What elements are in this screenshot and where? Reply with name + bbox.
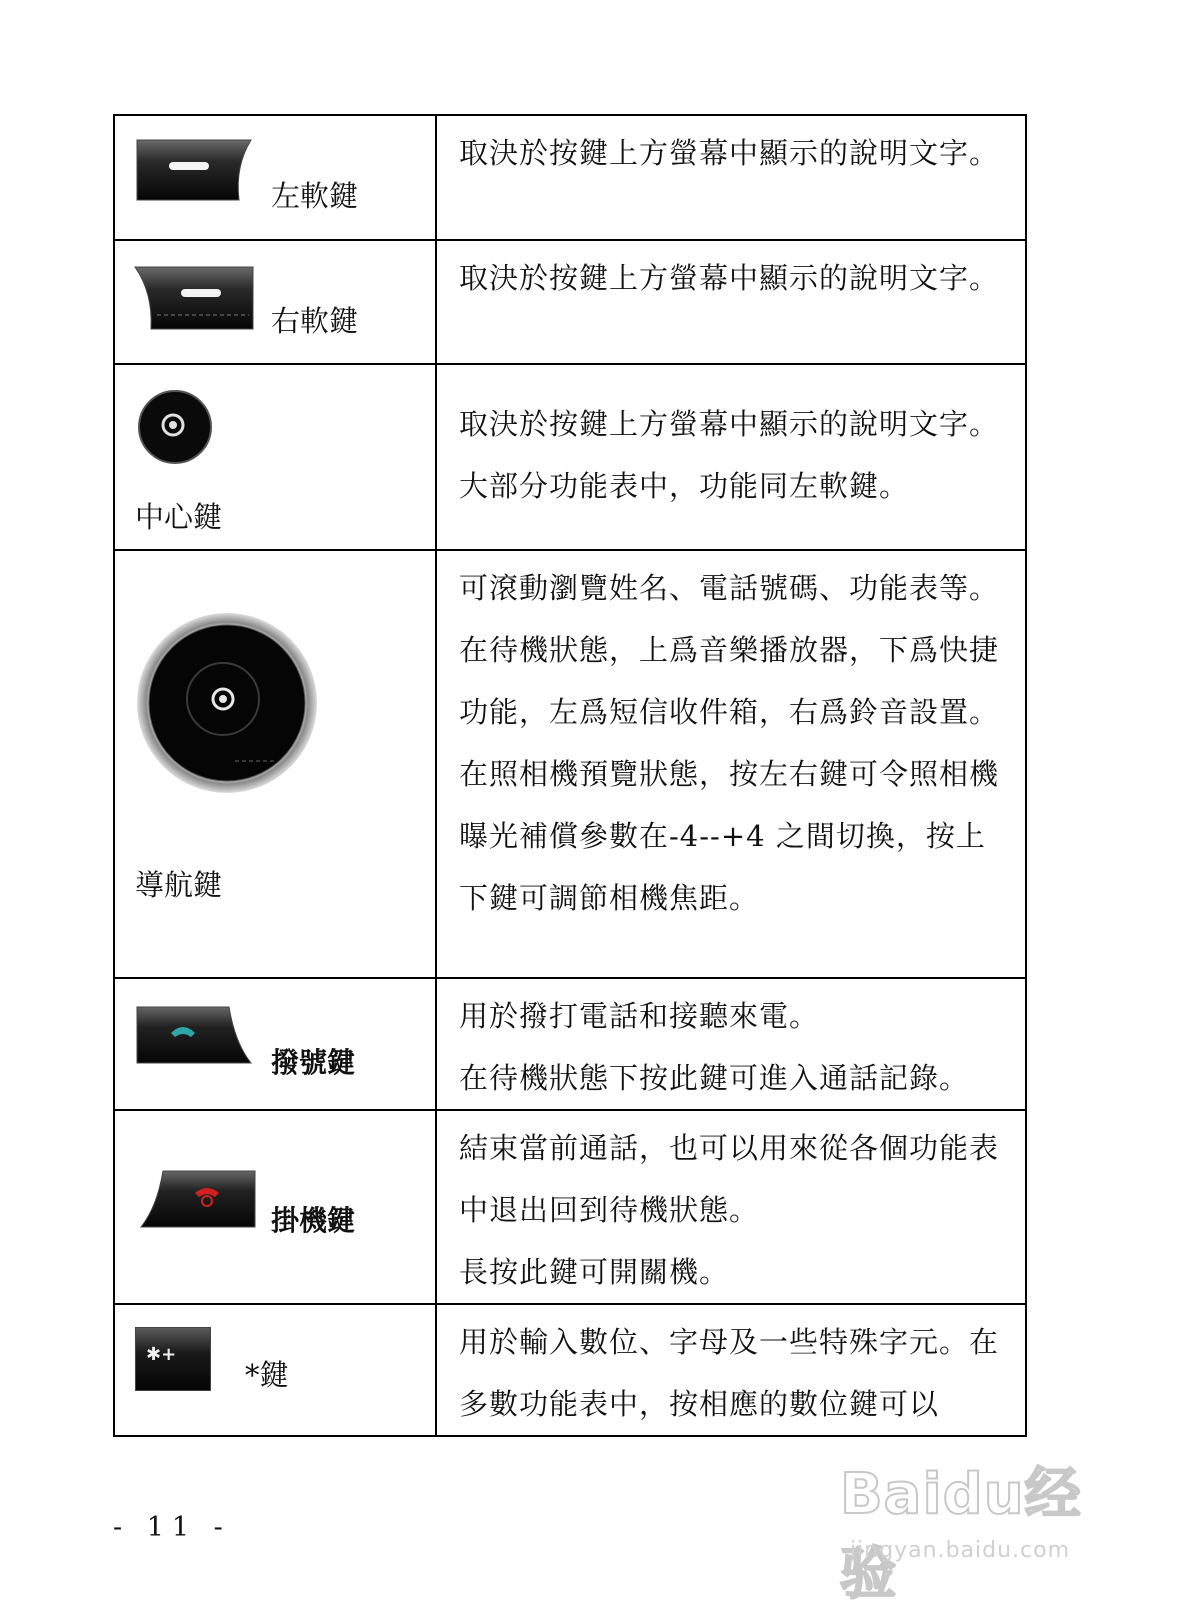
description-cell — [436, 978, 1026, 1110]
description-text: 長按此鍵可開關機。 — [459, 1255, 730, 1289]
description-cell — [436, 1304, 1026, 1436]
key-label: 撥號鍵 — [271, 1046, 356, 1079]
key-cell — [114, 364, 436, 550]
description-text: 用於撥打電話和接聽來電。 — [459, 999, 820, 1033]
description-cell — [436, 364, 1026, 550]
description-cell — [436, 550, 1026, 978]
description-cell — [436, 240, 1026, 364]
navigation-key-icon — [135, 611, 319, 795]
description-text: 在待機狀態下按此鍵可進入通話記錄。 — [459, 1061, 970, 1095]
center-key-icon — [135, 387, 215, 467]
key-cell — [114, 115, 436, 240]
table-row — [114, 1304, 1026, 1436]
watermark-url: jingyan.baidu.com — [850, 1538, 1071, 1563]
description-text: 用於輸入數位、字母及一些特殊字元。在多數功能表中，按相應的數位鍵可以 — [459, 1325, 1000, 1421]
call-key-icon — [135, 1003, 253, 1067]
table-row — [114, 1110, 1026, 1304]
table-row — [114, 240, 1026, 364]
table-row — [114, 364, 1026, 550]
left-soft-key-icon — [135, 136, 253, 204]
key-label: 右軟鍵 — [271, 304, 359, 338]
watermark-logo: Baidu经验 — [840, 1462, 1082, 1607]
star-key-icon — [135, 1327, 211, 1391]
description-text: 在照相機預覽狀態，按左右鍵可令照相機曝光補償參數在-4--+4 之間切換，按上下鍵可調節相機焦距。 — [459, 757, 1000, 915]
table-row — [114, 978, 1026, 1110]
table-row — [114, 115, 1026, 240]
right-soft-key-icon — [133, 263, 255, 333]
end-call-key-icon — [139, 1167, 257, 1231]
star-key-glyph: ✱+ — [146, 1344, 177, 1365]
key-label: *鍵 — [245, 1358, 289, 1392]
table-row — [114, 550, 1026, 978]
key-label: 掛機鍵 — [271, 1204, 356, 1237]
description-text: 可滾動瀏覽姓名、電話號碼、功能表等。在待機狀態，上爲音樂播放器，下爲快捷功能，左爲短信收件箱，右爲鈴音設置。 — [459, 571, 1000, 729]
watermark — [840, 1440, 1120, 1607]
key-cell — [114, 1110, 436, 1304]
description-cell — [436, 1110, 1026, 1304]
description-cell — [436, 115, 1026, 240]
key-function-table — [113, 114, 1027, 1437]
key-label: 導航鍵 — [135, 868, 223, 902]
description-text: 取決於按鍵上方螢幕中顯示的說明文字。大部分功能表中，功能同左軟鍵。 — [459, 407, 1000, 503]
key-cell — [114, 240, 436, 364]
description-text: 結束當前通話，也可以用來從各個功能表中退出回到待機狀態。 — [459, 1131, 1000, 1227]
key-cell — [114, 550, 436, 978]
description-text: 取決於按鍵上方螢幕中顯示的說明文字。 — [459, 136, 1000, 170]
key-label: 左軟鍵 — [271, 179, 359, 213]
page-number: - 11 - — [113, 1512, 231, 1543]
key-cell — [114, 1304, 436, 1436]
description-text: 取決於按鍵上方螢幕中顯示的說明文字。 — [459, 261, 1000, 295]
key-cell — [114, 978, 436, 1110]
key-label: 中心鍵 — [135, 500, 223, 534]
